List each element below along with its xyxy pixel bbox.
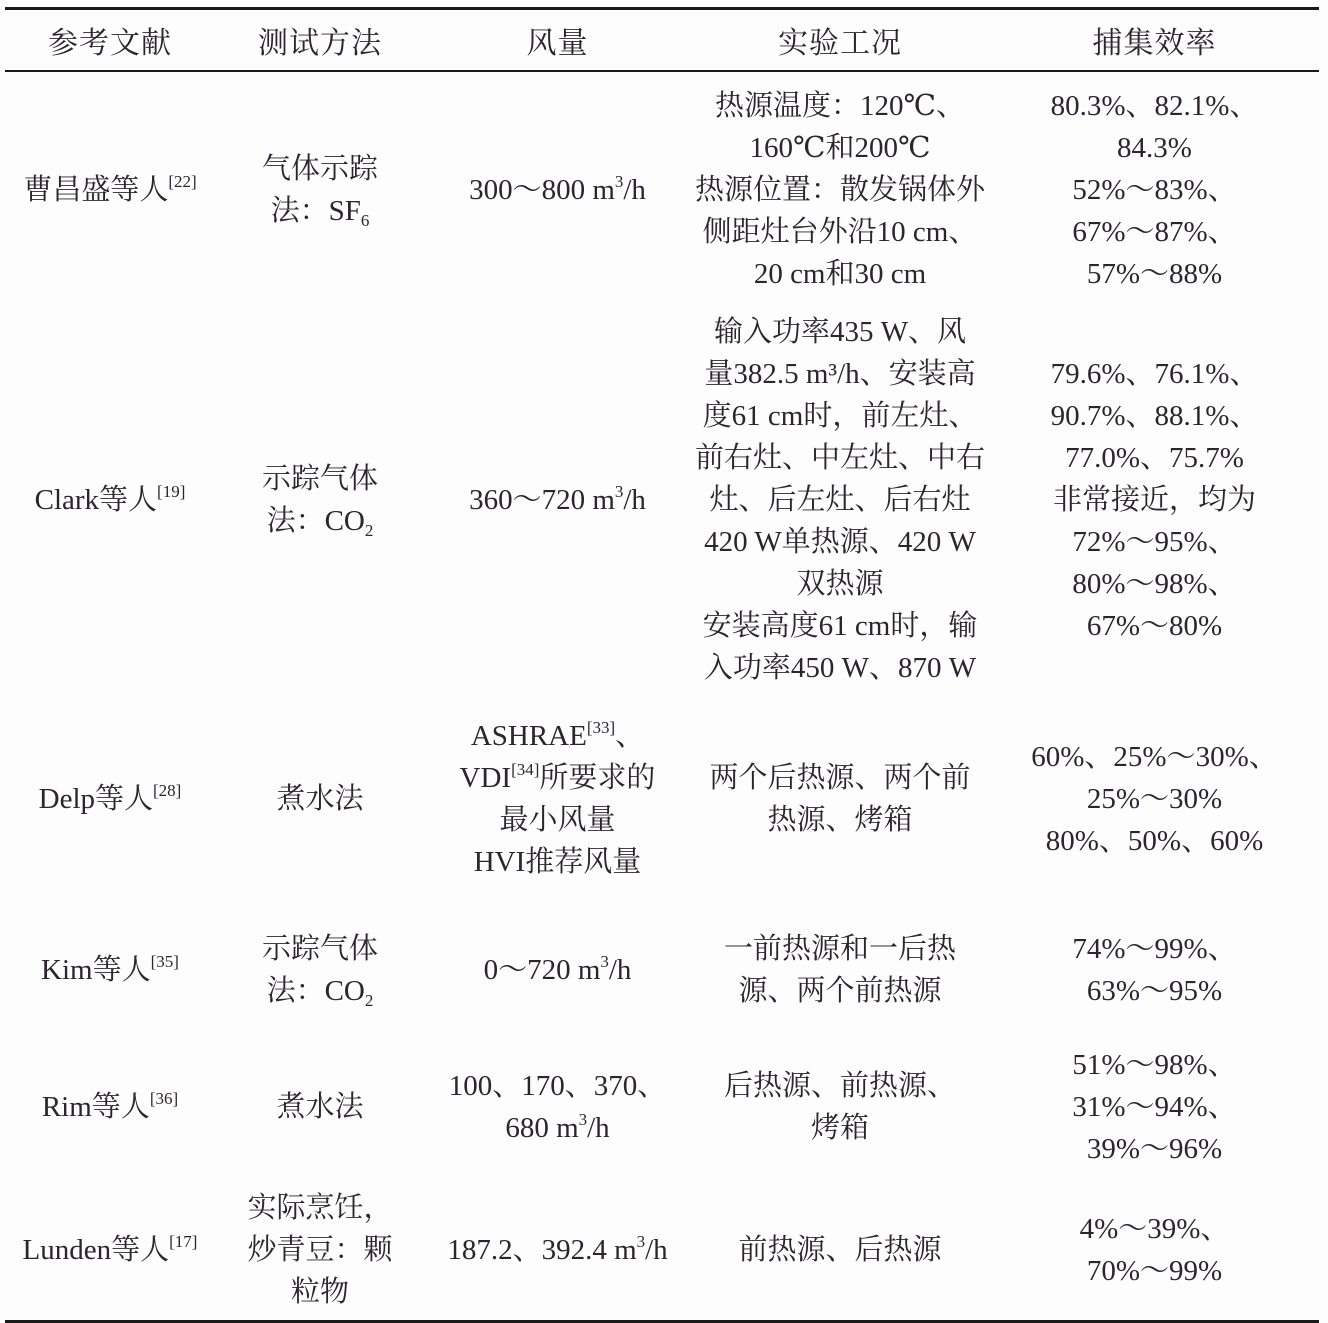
condition-line: 两个后热源、两个前 bbox=[709, 762, 971, 794]
superscript: 3 bbox=[636, 1232, 646, 1251]
cell-reference bbox=[5, 906, 215, 1034]
efficiency-line: 84.3% bbox=[1117, 132, 1192, 164]
cell-airflow bbox=[425, 692, 690, 906]
method-line: 煮水法 bbox=[276, 783, 364, 815]
method-line: 煮水法 bbox=[276, 1091, 364, 1123]
efficiency-line: 80.3%、82.1%、 bbox=[1050, 90, 1259, 122]
chemical-subscript: 6 bbox=[360, 211, 370, 230]
header-capture-efficiency: 捕集效率 bbox=[1092, 27, 1217, 60]
efficiency-line: 25%～30% bbox=[1086, 783, 1223, 815]
airflow-line: 0～720 $m^3/h$ bbox=[483, 952, 632, 986]
citation-mark: [22] bbox=[168, 172, 197, 191]
cell-efficiency bbox=[990, 1180, 1319, 1322]
superscript: 3 bbox=[614, 172, 624, 191]
citation-mark: [17] bbox=[169, 1232, 198, 1251]
superscript: 3 bbox=[600, 952, 609, 971]
cell-test-method bbox=[215, 71, 425, 308]
table-row bbox=[5, 1180, 1319, 1322]
cell-airflow bbox=[425, 71, 690, 308]
data-table-container bbox=[5, 7, 1319, 1323]
cell-efficiency bbox=[990, 1034, 1319, 1180]
airflow-line: HVI推荐风量 bbox=[473, 846, 642, 878]
airflow-line: 360～720 $m^3/h$ bbox=[469, 482, 646, 516]
condition-line: 灶、后左灶、后右灶 bbox=[709, 484, 971, 516]
method-line: 法：$CO_2$ bbox=[266, 505, 374, 540]
airflow-line: ASHRAE[33]、 bbox=[470, 718, 645, 752]
method-line: 粒物 bbox=[290, 1276, 349, 1308]
condition-line: 热源、烤箱 bbox=[767, 804, 913, 836]
airflow-line: VDI[34]所要求的 bbox=[459, 760, 656, 794]
efficiency-line: 72%～95%、 bbox=[1072, 526, 1237, 558]
airflow-line: 100、170、370、 bbox=[448, 1070, 667, 1102]
condition-line: 后热源、前热源、 bbox=[723, 1070, 956, 1102]
efficiency-line: 63%～95% bbox=[1086, 975, 1223, 1007]
cell-airflow bbox=[425, 906, 690, 1034]
reference-name: 曹昌盛等人 bbox=[23, 174, 169, 206]
efficiency-line: 70%～99% bbox=[1086, 1255, 1223, 1287]
cell-reference bbox=[5, 1180, 215, 1322]
table-header-row bbox=[5, 9, 1319, 72]
condition-line: 输入功率435 W、风 bbox=[713, 316, 967, 348]
condition-line: 侧距灶台外沿10 cm、 bbox=[702, 216, 978, 248]
cell-efficiency bbox=[990, 906, 1319, 1034]
cell-test-method bbox=[215, 692, 425, 906]
condition-line: 入功率450 W、870 W bbox=[703, 652, 977, 684]
efficiency-line: 39%～96% bbox=[1086, 1133, 1223, 1165]
cell-efficiency bbox=[990, 71, 1319, 308]
condition-line: 前热源、后热源 bbox=[738, 1234, 942, 1266]
airflow-line: 300～800 $m^3/h$ bbox=[469, 172, 646, 206]
cell-test-method bbox=[215, 1180, 425, 1322]
cell-conditions bbox=[690, 692, 990, 906]
condition-line: 160℃和200℃ bbox=[749, 132, 931, 164]
cell-conditions bbox=[690, 71, 990, 308]
condition-line: 420 W单热源、420 W bbox=[704, 526, 976, 558]
reference-name: Rim等人 bbox=[41, 1091, 150, 1123]
reference-name: Delp等人 bbox=[38, 783, 154, 815]
header-conditions: 实验工况 bbox=[778, 27, 902, 60]
efficiency-line: 57%～88% bbox=[1086, 258, 1223, 290]
cell-test-method bbox=[215, 308, 425, 692]
citation-mark: [34] bbox=[511, 760, 540, 779]
condition-line: 度61 cm时，前左灶、 bbox=[702, 400, 978, 432]
cell-conditions bbox=[690, 1180, 990, 1322]
cell-airflow bbox=[425, 1034, 690, 1180]
efficiency-line: 67%～87%、 bbox=[1072, 216, 1237, 248]
condition-line: 双热源 bbox=[796, 568, 884, 600]
citation-mark: [19] bbox=[157, 482, 186, 501]
condition-line: 前右灶、中左灶、中右 bbox=[694, 442, 985, 474]
efficiency-line: 80%、50%、60% bbox=[1045, 825, 1264, 857]
efficiency-line: 51%～98%、 bbox=[1072, 1049, 1237, 1081]
header-test-method: 测试方法 bbox=[258, 27, 382, 60]
cell-reference bbox=[5, 71, 215, 308]
superscript: 3 bbox=[614, 482, 624, 501]
chemical-subscript: 2 bbox=[364, 521, 374, 540]
cell-efficiency bbox=[990, 692, 1319, 906]
cell-conditions bbox=[690, 906, 990, 1034]
cell-test-method bbox=[215, 906, 425, 1034]
condition-line: 一前热源和一后热 bbox=[723, 933, 956, 965]
citation-mark: [36] bbox=[149, 1089, 179, 1108]
reference-name: Lunden等人 bbox=[22, 1234, 170, 1266]
condition-line: 热源温度：120℃、 bbox=[715, 90, 965, 122]
condition-line: 烤箱 bbox=[810, 1112, 869, 1144]
method-line: 气体示踪 bbox=[261, 153, 378, 185]
capture-efficiency-table bbox=[5, 7, 1319, 1323]
efficiency-line: 80%～98%、 bbox=[1072, 568, 1237, 600]
citation-mark: [28] bbox=[153, 781, 182, 800]
efficiency-line: 60%、25%～30%、 bbox=[1031, 741, 1278, 773]
table-row bbox=[5, 1034, 1319, 1180]
table-row bbox=[5, 71, 1319, 308]
efficiency-line: 31%～94%、 bbox=[1072, 1091, 1237, 1123]
method-line: 实际烹饪， bbox=[247, 1192, 393, 1224]
cell-conditions bbox=[690, 1034, 990, 1180]
condition-line: 热源位置：散发锅体外 bbox=[694, 174, 985, 206]
superscript: 3 bbox=[578, 1110, 588, 1129]
efficiency-line: 非常接近，均为 bbox=[1052, 484, 1256, 516]
efficiency-line: 77.0%、75.7% bbox=[1065, 442, 1244, 474]
method-line: 炒青豆：颗 bbox=[247, 1234, 393, 1266]
reference-name: Kim等人 bbox=[41, 954, 151, 986]
method-line: 示踪气体 bbox=[261, 463, 378, 495]
cell-airflow bbox=[425, 308, 690, 692]
cell-test-method bbox=[215, 1034, 425, 1180]
efficiency-line: 4%～39%、 bbox=[1079, 1213, 1230, 1245]
efficiency-line: 67%～80% bbox=[1086, 610, 1223, 642]
citation-mark: [33] bbox=[586, 718, 616, 737]
condition-line: 量382.5 m³/h、安装高 bbox=[704, 358, 976, 390]
cell-airflow bbox=[425, 1180, 690, 1322]
airflow-line: 187.2、392.4 $m^3/h$ bbox=[447, 1232, 668, 1266]
method-line: 示踪气体 bbox=[261, 933, 378, 965]
condition-line: 20 cm和30 cm bbox=[753, 258, 927, 290]
chemical-subscript: 2 bbox=[364, 991, 374, 1010]
efficiency-line: 90.7%、88.1%、 bbox=[1050, 400, 1259, 432]
table-row bbox=[5, 692, 1319, 906]
method-line: 法：$CO_2$ bbox=[266, 975, 374, 1010]
header-airflow: 风量 bbox=[526, 27, 589, 60]
airflow-line: 最小风量 bbox=[499, 804, 616, 836]
cell-reference bbox=[5, 1034, 215, 1180]
cell-reference bbox=[5, 308, 215, 692]
efficiency-line: 52%～83%、 bbox=[1072, 174, 1237, 206]
table-row bbox=[5, 308, 1319, 692]
efficiency-line: 74%～99%、 bbox=[1072, 933, 1237, 965]
cell-reference bbox=[5, 692, 215, 906]
efficiency-line: 79.6%、76.1%、 bbox=[1050, 358, 1259, 390]
condition-line: 源、两个前热源 bbox=[738, 975, 942, 1007]
citation-mark: [35] bbox=[150, 952, 179, 971]
table-row bbox=[5, 906, 1319, 1034]
cell-efficiency bbox=[990, 308, 1319, 692]
header-reference: 参考文献 bbox=[48, 27, 172, 60]
condition-line: 安装高度61 cm时，输 bbox=[702, 610, 978, 642]
cell-conditions bbox=[690, 308, 990, 692]
airflow-line: 680 $m^3/h$ bbox=[505, 1110, 610, 1144]
method-line: 法：$SF_6$ bbox=[270, 195, 370, 230]
reference-name: Clark等人 bbox=[34, 484, 158, 516]
